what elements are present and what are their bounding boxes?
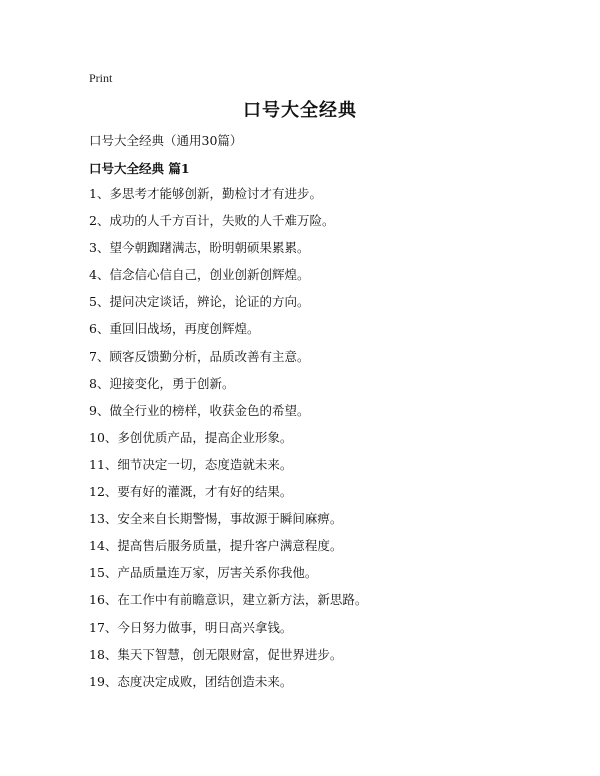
list-item: 19、态度决定成败，团结创造未来。 — [89, 673, 293, 689]
slogan-list — [89, 186, 367, 701]
document-subtitle: 口号大全经典（通用30篇） — [89, 133, 243, 148]
list-item: 13、安全来自长期警惕，事故源于瞬间麻痹。 — [89, 511, 343, 527]
list-item: 15、产品质量连万家，厉害关系你我他。 — [89, 565, 318, 581]
list-item: 16、在工作中有前瞻意识，建立新方法，新思路。 — [89, 592, 368, 608]
list-item: 5、提问决定谈话，辨论，论证的方向。 — [89, 294, 310, 310]
list-item: 7、顾客反馈勤分析，品质改善有主意。 — [89, 348, 310, 364]
list-item: 4、信念信心信自己，创业创新创辉煌。 — [89, 267, 310, 283]
list-item: 12、要有好的灌溉，才有好的结果。 — [89, 484, 293, 500]
list-item: 8、迎接变化，勇于创新。 — [89, 375, 235, 391]
list-item: 14、提高售后服务质量，提升客户满意程度。 — [89, 538, 343, 554]
list-item: 3、望今朝踟躇满志，盼明朝硕果累累。 — [89, 240, 310, 256]
page-title: 口号大全经典 — [243, 100, 357, 121]
list-item: 1、多思考才能够创新，勤检讨才有进步。 — [89, 186, 322, 201]
list-item: 11、细节决定一切，态度造就未来。 — [89, 456, 293, 472]
print-label[interactable]: Print — [89, 71, 113, 85]
list-item: 10、多创优质产品，提高企业形象。 — [89, 429, 293, 445]
list-item: 18、集天下智慧，创无限财富，促世界进步。 — [89, 646, 343, 662]
list-item: 9、做全行业的榜样，收获金色的希望。 — [89, 402, 310, 418]
list-item: 17、今日努力做事，明日高兴拿钱。 — [89, 619, 293, 635]
list-item: 2、成功的人千方百计，失败的人千难万险。 — [89, 213, 335, 229]
section-heading: 口号大全经典 篇1 — [89, 161, 190, 176]
list-item: 6、重回旧战场，再度创辉煌。 — [89, 321, 260, 337]
